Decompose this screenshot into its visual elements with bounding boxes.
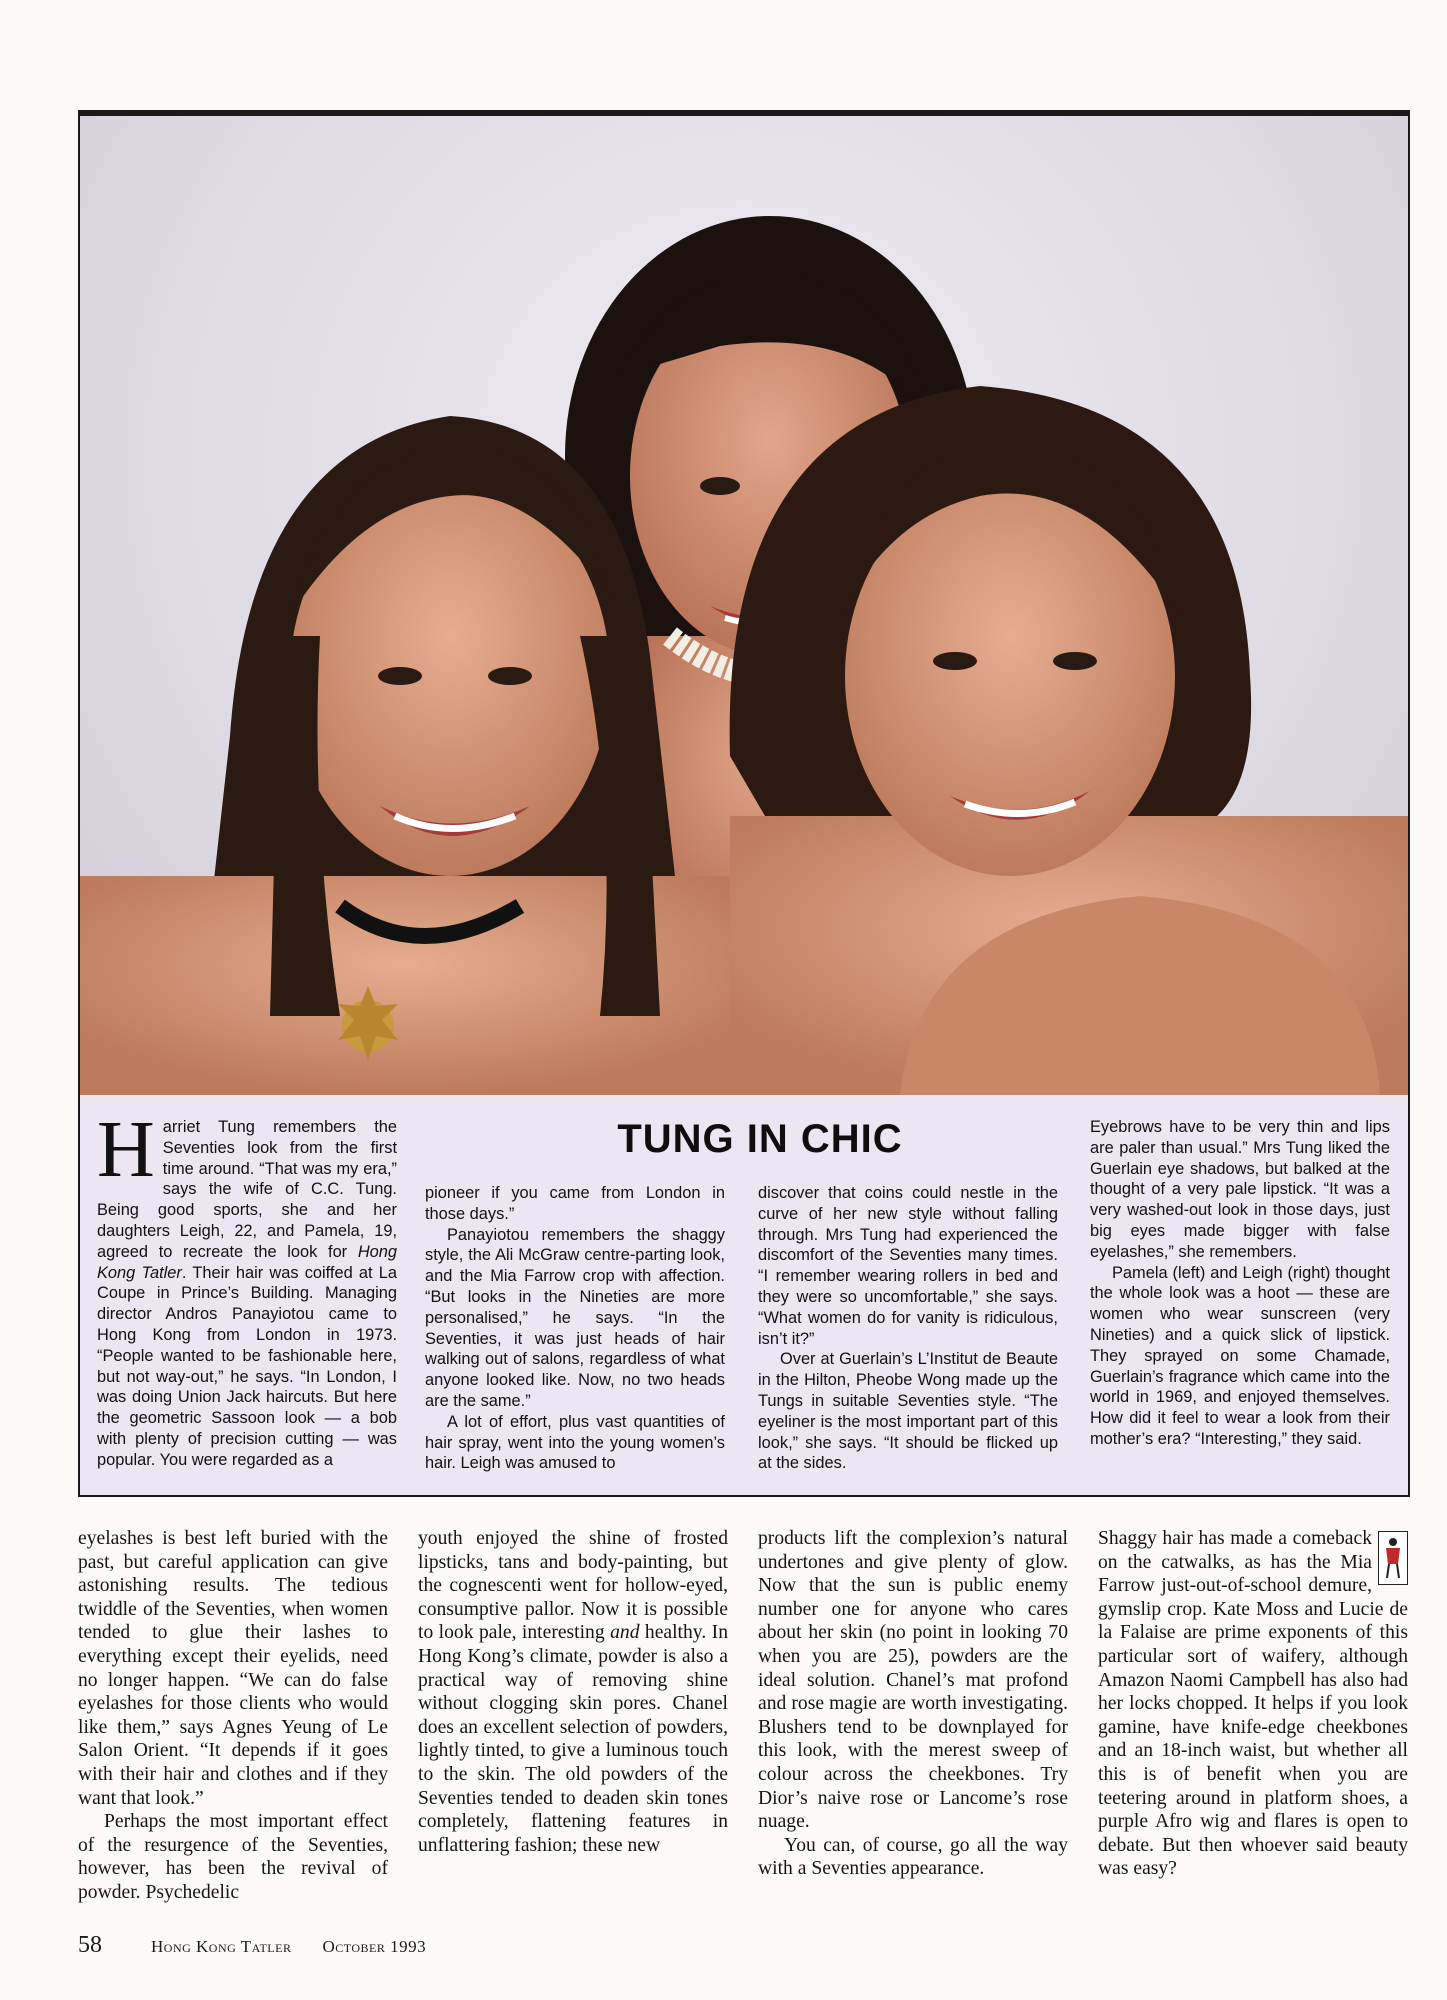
article-paragraph: You can, of course, go all the way with a Seventies appearance. — [758, 1834, 1068, 1880]
sidebar-paragraph: Panayiotou remembers the shaggy style, the Ali McGraw centre-parting look, and the Mia Farrow crop with affection. “But looks in the Nineties are more personalised,” he says. “In the Seventies, it was just heads of hair walking out of salons, regardless of what anyone looked like. Now, no two heads are the same.” — [425, 1225, 725, 1410]
article-column-2 — [418, 1527, 728, 1857]
article-emphasis: and — [610, 1622, 640, 1644]
sidebar-paragraph: discover that coins could nestle in the curve of her new style without falling through. Mrs Tung had experienced the discomfort of the Seventies many times. “I remember wearing rollers in bed and they were so uncomfortable,” she says. “What women do for vanity is ridiculous, isn’t it?” — [758, 1184, 1058, 1348]
article-column-1 — [78, 1527, 388, 1905]
sidebar-paragraph — [97, 1106, 397, 1471]
article-paragraph: Shaggy hair has made a comeback on the catwalks, as has the Mia Farrow just-out-of-school demure, gymslip crop. Kate Moss and Lucie de la Falaise are prime exponents of this particular sort of waifery, although Amazon Naomi Campbell has also had her locks chopped. It helps if you look gamine, have knife-edge cheekbones and an 18-inch waist, but whether all this is of benefit when you are teetering around in platform shoes, a purple Afro wig and flares is open to debate. But then whoever said beauty was easy? — [1098, 1528, 1408, 1880]
end-mark-icon — [1378, 1531, 1408, 1585]
cover-photo — [78, 110, 1410, 1095]
drop-cap: H — [97, 1106, 155, 1194]
sidebar-paragraph: Pamela (left) and Leigh (right) thought the whole look was a hoot — these are women who wear sunscreen (very Nineties) and a quick slick of lipstick. They sprayed on some Chamade, Guerlain’s fragrance which came into the world in 1969, and enjoyed themselves. How did it feel to wear a look from their mother’s era? “Interesting,” they said. — [1090, 1263, 1390, 1448]
sidebar-text: . Their hair was coiffed at La Coupe in Prince’s Building. Managing director Andros Panayiotou came to Hong Kong from London in 1973. “People wanted to be fashionable here, but not way-out,” he says. “In London, I was doing Union Jack haircuts. But here the geometric Sassoon look — a bob with plenty of precision cutting — was popular. You were regarded as a — [97, 1263, 397, 1469]
sidebar-paragraph: Over at Guerlain’s L’Institut de Beaute in the Hilton, Pheobe Wong made up the Tungs in suitable Seventies style. “The eyeliner is the most important part of this look,” she says. “It should be flicked up at the sides. — [758, 1350, 1058, 1473]
magazine-title-italic: Hong Kong Tatler — [97, 1242, 397, 1282]
publication-name: Hong Kong Tatler — [151, 1937, 292, 1956]
figure-right-daughter — [730, 386, 1408, 1095]
sidebar-paragraph: Eyebrows have to be very thin and lips are paler than usual.” Mrs Tung liked the Guerlain eye shadows, but balked at the thought of a very pale lipstick. “It was a very washed-out look in those days, just big eyes made bigger with false eyelashes,” she remembers. — [1090, 1118, 1390, 1261]
article-column-3 — [758, 1527, 1068, 1881]
sidebar-headline: TUNG IN CHIC — [617, 1117, 903, 1161]
article-paragraph: Perhaps the most important effect of the resurgence of the Seventies, however, has been the revival of powder. Psychedelic — [78, 1811, 388, 1903]
sidebar-column-1 — [97, 1106, 397, 1471]
article-paragraph: eyelashes is best left buried with the past, but careful application can give astonishing results. The tedious twiddle of the Seventies, when women tended to glue their lashes to everything except their eyelids, need no longer happen. “We can do false eyelashes for those clients who would like them,” says Agnes Yeung of Le Salon Orient. “It depends if it goes with their hair and clothes and if they want that look.” — [78, 1528, 388, 1809]
article-paragraph: products lift the complexion’s natural undertones and give plenty of glow. Now that the sun is public enemy number one for anyone who cares about her skin (no point in looking 70 when you are 25), powders are the ideal solution. Chanel’s mat profond and rose magie are worth investigating. Blushers tend to be downplayed for this look, with the merest sweep of colour across the cheekbones. Try Dior’s naive rose or Lancome’s rose nuage. — [758, 1528, 1068, 1833]
page-footer — [78, 1932, 426, 1959]
sidebar-box — [78, 1095, 1410, 1497]
article-text: youth enjoyed the shine of frosted lipsticks, tans and body-painting, but the cognescenti went for hollow-eyed, consumptive pallor. Now it is possible to look pale, interesting — [418, 1528, 728, 1644]
sidebar-column-2 — [425, 1183, 725, 1474]
sidebar-text: arriet Tung remembers the Seventies look from the first time around. “That was my era,” says the wife of C.C. Tung. Being good sports, she and her daughters Leigh, 22, and Pamela, 19, agreed to recreate the look for — [97, 1118, 397, 1261]
sidebar-paragraph: pioneer if you came from London in those days.” — [425, 1184, 725, 1223]
portrait-illustration — [80, 116, 1408, 1095]
article-paragraph — [418, 1527, 728, 1857]
issue-date: October 1993 — [322, 1937, 427, 1956]
sidebar-column-3 — [758, 1183, 1058, 1474]
page-number: 58 — [78, 1932, 102, 1958]
article-text: healthy. In Hong Kong’s climate, powder is also a practical way of removing shine without clogging skin pores. Chanel does an excellent selection of powders, lightly tinted, to give a luminous touch to the skin. The old powders of the Seventies tended to deaden skin tones completely, flattening features in unflattering fashion; these new — [418, 1622, 728, 1856]
article-column-4 — [1098, 1527, 1408, 1881]
sidebar-paragraph: A lot of effort, plus vast quantities of hair spray, went into the young women’s hair. Leigh was amused to — [425, 1412, 725, 1473]
sidebar-column-4 — [1090, 1117, 1390, 1450]
